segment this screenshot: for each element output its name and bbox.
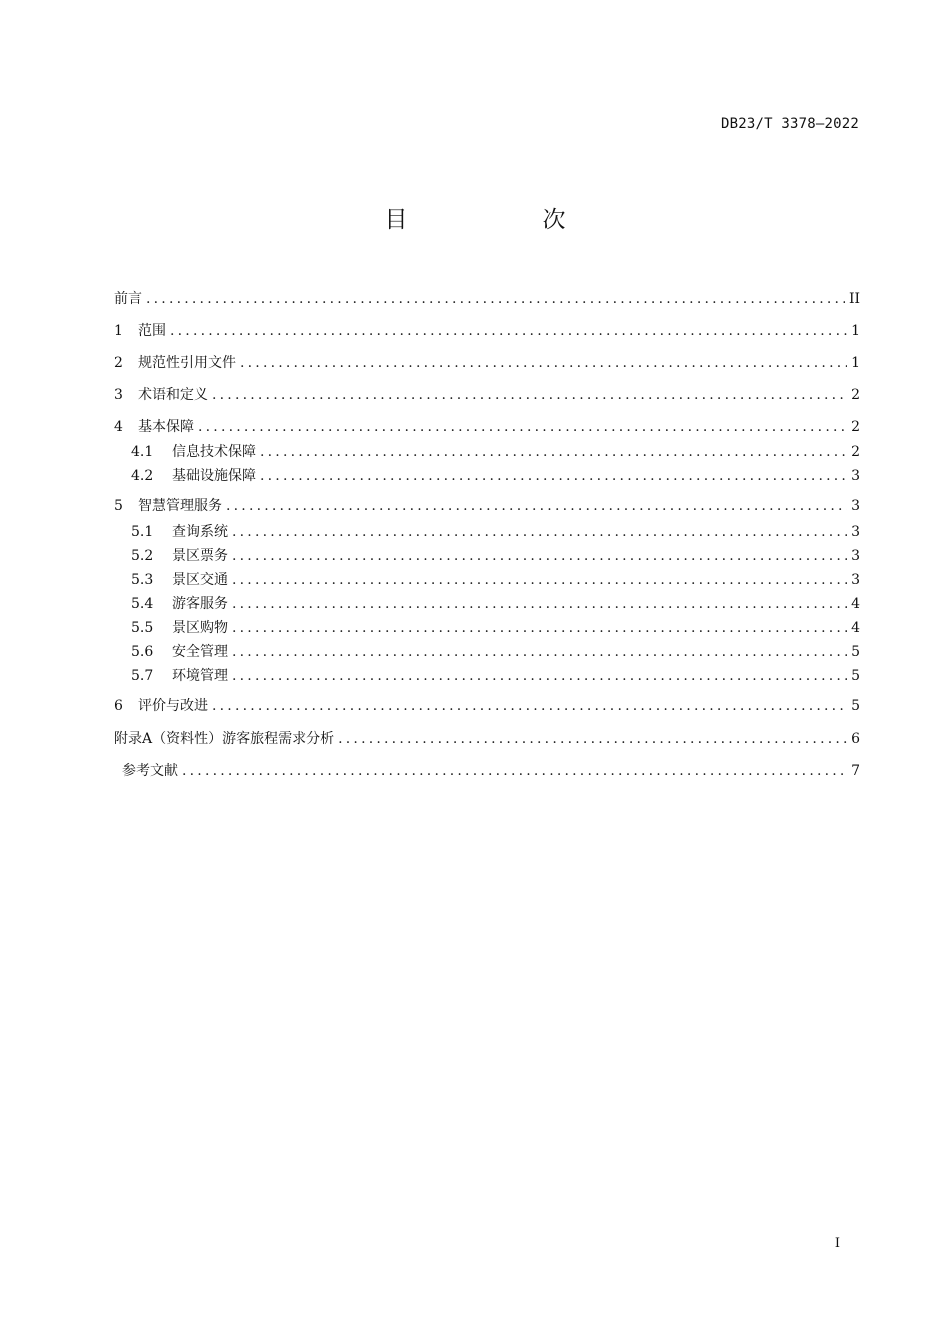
toc-leader-dots (232, 546, 847, 566)
toc-entry-number: 5.7 (131, 668, 154, 684)
toc-leader-dots (170, 321, 847, 341)
toc-entry-number: 5 (114, 498, 123, 514)
toc-entry-page: 7 (851, 763, 860, 779)
toc-entry-5-5[interactable] (131, 618, 860, 638)
toc-entry-6[interactable] (114, 696, 860, 716)
toc-entry-page: 3 (851, 524, 860, 540)
toc-entry-label: 智慧管理服务 (138, 498, 222, 514)
toc-leader-dots (240, 353, 847, 373)
toc-entry-label: 前言 (114, 291, 142, 307)
toc-entry-page: 1 (851, 355, 860, 371)
toc-entry-number: 4.1 (131, 444, 154, 460)
toc-entry-number: 4.2 (131, 468, 154, 484)
toc-entry-label: 规范性引用文件 (138, 355, 236, 371)
toc-leader-dots (212, 696, 847, 716)
toc-entry-page: 2 (851, 419, 860, 435)
document-code: DB23/T 3378—2022 (720, 116, 859, 132)
toc-leader-dots (146, 289, 845, 309)
toc-entry-label: 景区购物 (172, 620, 228, 636)
toc-entry-label: 景区交通 (172, 572, 228, 588)
toc-entry-number: 2 (114, 355, 123, 371)
toc-entry-number: 3 (114, 387, 123, 403)
toc-leader-dots (232, 594, 847, 614)
toc-leader-dots (232, 522, 847, 542)
toc-entry-number: 1 (114, 323, 123, 339)
toc-entry-page: 3 (851, 548, 860, 564)
toc-entry-page: 6 (851, 731, 860, 747)
toc-leader-dots (198, 417, 847, 437)
toc-entry-references[interactable] (122, 761, 860, 781)
toc-entry-label: 查询系统 (172, 524, 228, 540)
toc-leader-dots (232, 618, 847, 638)
toc-leader-dots (232, 666, 847, 686)
toc-entry-number: 5.4 (131, 596, 154, 612)
toc-entry-page: 3 (851, 572, 860, 588)
toc-entry-page: 4 (851, 620, 860, 636)
toc-entry-number: 6 (114, 698, 123, 714)
toc-entry-label: 基础设施保障 (172, 468, 256, 484)
toc-entry-page: 1 (851, 323, 860, 339)
toc-entry-page: 5 (851, 668, 860, 684)
toc-entry-number: 5.5 (131, 620, 154, 636)
toc-leader-dots (260, 466, 847, 486)
toc-leader-dots (182, 761, 847, 781)
toc-entry-label: 环境管理 (172, 668, 228, 684)
toc-leader-dots (260, 442, 847, 462)
toc-entry-page: 3 (851, 468, 860, 484)
toc-leader-dots (232, 570, 847, 590)
toc-leader-dots (226, 496, 847, 516)
toc-entry-number: 4 (114, 419, 123, 435)
toc-entry-number: 5.2 (131, 548, 154, 564)
toc-entry-label: 信息技术保障 (172, 444, 256, 460)
toc-entry-3[interactable] (114, 385, 860, 405)
toc-entry-label: 基本保障 (138, 419, 194, 435)
toc-entry-page: 5 (851, 644, 860, 660)
toc-entry-label: 评价与改进 (138, 698, 208, 714)
toc-entry-2[interactable] (114, 353, 860, 373)
toc-entry-number: 5.6 (131, 644, 154, 660)
toc-entry-5-3[interactable] (131, 570, 860, 590)
toc-entry-label: 范围 (138, 323, 166, 339)
toc-entry-5[interactable] (114, 496, 860, 516)
toc-entry-4[interactable] (114, 417, 860, 437)
toc-entry-page: 4 (851, 596, 860, 612)
page-title (0, 201, 950, 234)
toc-leader-dots (232, 642, 847, 662)
toc-entry-4-1[interactable] (131, 442, 860, 462)
toc-entry-4-2[interactable] (131, 466, 860, 486)
toc-entry-label: 参考文献 (122, 763, 178, 779)
toc-entry-page: 5 (851, 698, 860, 714)
toc-entry-5-6[interactable] (131, 642, 860, 662)
toc-leader-dots (212, 385, 847, 405)
toc-entry-label: 附录A（资料性）游客旅程需求分析 (114, 731, 335, 747)
toc-entry-appendix-a[interactable] (114, 729, 860, 749)
toc-title-text: 目 次 (384, 207, 622, 233)
toc-entry-page: 3 (851, 498, 860, 514)
toc-entry-5-7[interactable] (131, 666, 860, 686)
toc-entry-label: 术语和定义 (138, 387, 208, 403)
toc-entry-number: 5.3 (131, 572, 154, 588)
toc-entry-page: II (848, 291, 860, 307)
toc-entry-5-2[interactable] (131, 546, 860, 566)
toc-entry-page: 2 (851, 387, 860, 403)
toc-entry-page: 2 (851, 444, 860, 460)
toc-entry-label: 景区票务 (172, 548, 228, 564)
toc-entry-label: 游客服务 (172, 596, 228, 612)
page-number: I (834, 1236, 840, 1251)
toc-entry-foreword[interactable] (114, 289, 860, 309)
toc-leader-dots (338, 729, 847, 749)
toc-entry-label: 安全管理 (172, 644, 228, 660)
toc-entry-5-1[interactable] (131, 522, 860, 542)
toc-entry-number: 5.1 (131, 524, 154, 540)
toc-entry-5-4[interactable] (131, 594, 860, 614)
toc-entry-1[interactable] (114, 321, 860, 341)
